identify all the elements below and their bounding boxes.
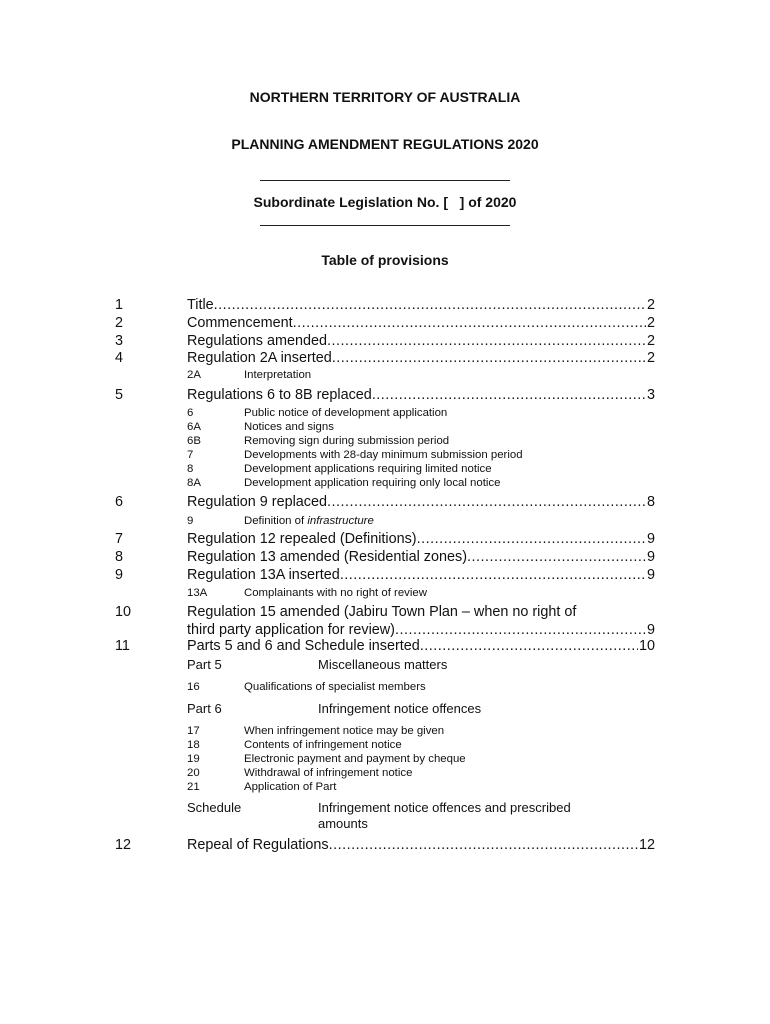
schedule-label: Schedule xyxy=(187,800,242,815)
provision-title-line2: third party application for review) xyxy=(187,622,395,638)
sub-title: Contents of infringement notice xyxy=(244,739,402,751)
provision-title-line1: Regulation 15 amended (Jabiru Town Plan – when no right of xyxy=(187,604,577,620)
sub-title: Developments with 28-day minimum submission period xyxy=(244,449,523,461)
page-number: 12 xyxy=(638,837,655,853)
sub-title: Development applications requiring limited notice xyxy=(244,463,492,475)
page-number: 9 xyxy=(646,531,655,547)
sub-number: 19 xyxy=(187,753,200,765)
part-title: Miscellaneous matters xyxy=(318,657,448,672)
sub-title: Application of Part xyxy=(244,781,337,793)
sub-number: 17 xyxy=(187,725,200,737)
sub-title: Qualifications of specialist members xyxy=(244,681,426,693)
provision-number: 4 xyxy=(115,350,124,366)
page-number: 3 xyxy=(646,387,655,403)
page-number: 2 xyxy=(646,350,655,366)
sub-number: 8A xyxy=(187,477,201,489)
provision-number: 2 xyxy=(115,315,124,331)
schedule-title-line1: Infringement notice offences and prescribed xyxy=(318,800,571,815)
sub-number: 20 xyxy=(187,767,200,779)
provision-title: Title xyxy=(187,297,214,313)
sub-number: 6A xyxy=(187,421,201,433)
provision-number: 5 xyxy=(115,387,124,403)
provision-number: 11 xyxy=(115,638,130,654)
provision-number: 7 xyxy=(115,531,124,547)
sub-title: Withdrawal of infringement notice xyxy=(244,767,413,779)
sub-number: 8 xyxy=(187,463,194,475)
provision-title: Regulation 13A inserted xyxy=(187,567,340,583)
part-title: Infringement notice offences xyxy=(318,701,482,716)
provision-number: 1 xyxy=(115,297,124,313)
provision-number: 9 xyxy=(115,567,124,583)
page-number: 2 xyxy=(646,315,655,331)
sub-title: Removing sign during submission period xyxy=(244,435,450,447)
sub-title: Complainants with no right of review xyxy=(244,587,427,599)
provision-number: 6 xyxy=(115,494,124,510)
sub-title: Interpretation xyxy=(244,369,312,381)
legislation-number: Subordinate Legislation No. [ ] of 2020 xyxy=(253,194,517,210)
sub-number: 9 xyxy=(187,515,194,527)
provision-number: 3 xyxy=(115,333,124,349)
provision-title: Regulations amended xyxy=(187,333,328,349)
provision-number: 12 xyxy=(115,837,132,853)
provision-title: Repeal of Regulations xyxy=(187,837,329,853)
provision-number: 10 xyxy=(115,604,132,620)
top-rule xyxy=(260,180,510,181)
sub-number: 7 xyxy=(187,449,194,461)
sub-number: 21 xyxy=(187,781,200,793)
provision-title: Regulation 2A inserted xyxy=(187,350,332,366)
regulation-title: PLANNING AMENDMENT REGULATIONS 2020 xyxy=(231,136,539,152)
sub-title: Notices and signs xyxy=(244,421,334,433)
toc-title: Table of provisions xyxy=(321,252,449,268)
page-number: 9 xyxy=(646,622,655,638)
sub-number: 18 xyxy=(187,739,200,751)
jurisdiction-heading: NORTHERN TERRITORY OF AUSTRALIA xyxy=(249,89,521,105)
sub-number: 2A xyxy=(187,369,201,381)
sub-title: When infringement notice may be given xyxy=(244,725,445,737)
page-number: 2 xyxy=(646,297,655,313)
page-number: 10 xyxy=(638,638,655,654)
page-number: 2 xyxy=(646,333,655,349)
page-number: 9 xyxy=(646,549,655,565)
sub-title: Public notice of development application xyxy=(244,407,448,419)
provision-title: Regulation 12 repealed (Definitions) xyxy=(187,531,417,547)
page-number: 9 xyxy=(646,567,655,583)
provision-title: Regulation 13 amended (Residential zones) xyxy=(187,549,467,565)
sub-number: 13A xyxy=(187,587,208,599)
sub-number: 16 xyxy=(187,681,200,693)
sub-title-italic: infrastructure xyxy=(307,515,374,527)
sub-title: Development application requiring only local notice xyxy=(244,477,501,489)
sub-number: 6B xyxy=(187,435,201,447)
provision-title: Regulation 9 replaced xyxy=(187,494,328,510)
part-label: Part 5 xyxy=(187,657,222,672)
provision-number: 8 xyxy=(115,549,124,565)
provision-title: Regulations 6 to 8B replaced xyxy=(187,387,372,403)
sub-title: Electronic payment and payment by cheque xyxy=(244,753,466,765)
bottom-rule xyxy=(260,225,510,226)
part-label: Part 6 xyxy=(187,701,222,716)
schedule-title-line2: amounts xyxy=(318,816,368,831)
sub-number: 6 xyxy=(187,407,194,419)
provision-title: Commencement xyxy=(187,315,293,331)
provision-title: Parts 5 and 6 and Schedule inserted xyxy=(187,638,420,654)
sub-title-prefix: Definition of xyxy=(244,515,308,527)
page-number: 8 xyxy=(646,494,655,510)
